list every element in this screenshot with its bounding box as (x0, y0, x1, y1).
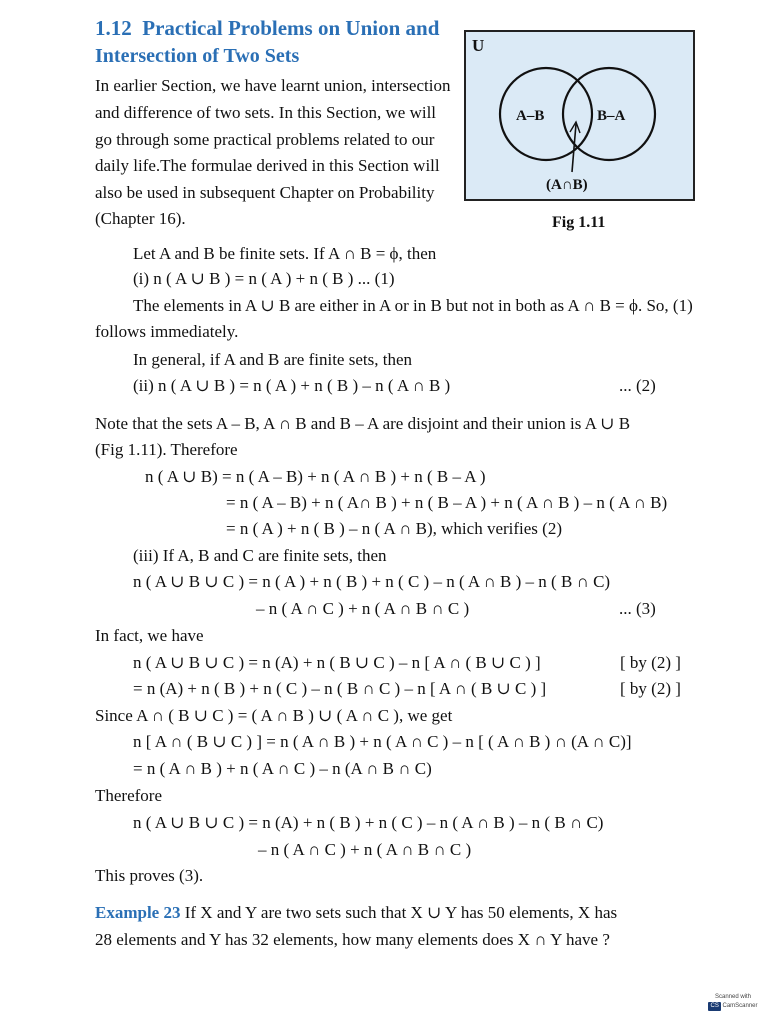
formula-2: (ii) n ( A ∪ B ) = n ( A ) + n ( B ) – n ( A ∩ B ) (133, 376, 451, 395)
intro-line: daily life.The formulae derived in this Section will (95, 156, 440, 175)
derivation-line: = n (A) + n ( B ) + n ( C ) – n ( B ∩ C ) – n [ A ∩ ( B ∪ C ) ] (133, 679, 547, 698)
body-line: In fact, we have (95, 626, 204, 645)
body-line: Since A ∩ ( B ∪ C ) = ( A ∩ B ) ∪ ( A ∩ C ), we get (95, 706, 453, 725)
body-line: Note that the sets A – B, A ∩ B and B – A are disjoint and their union is A ∪ B (95, 414, 631, 433)
camscanner-text: CamScanner (722, 1003, 758, 1009)
body-line: (Fig 1.11). Therefore (95, 440, 238, 459)
formula-3-cont: – n ( A ∩ C ) + n ( A ∩ B ∩ C ) (256, 599, 470, 618)
intro-line: go through some practical problems related to our (95, 130, 435, 149)
body-line: In general, if A and B are finite sets, then (133, 350, 412, 369)
section-heading-line2: Intersection of Two Sets (95, 45, 300, 67)
derivation-line: = n ( A – B) + n ( A∩ B ) + n ( B – A ) + n ( A ∩ B ) – n ( A ∩ B) (226, 493, 668, 512)
formula-1: (i) n ( A ∪ B ) = n ( A ) + n ( B ) ... (1) (133, 269, 395, 288)
figure-caption: Fig 1.11 (552, 214, 606, 231)
camscanner-logo-icon: CS (710, 1003, 719, 1009)
example-line1 (95, 903, 617, 923)
a-minus-b-label: A–B (516, 108, 545, 124)
section-heading-line1 (95, 16, 439, 41)
body-line: The elements in A ∪ B are either in A or in B but not in both as A ∩ B = ϕ. So, (1) (133, 296, 693, 315)
derivation-line: – n ( A ∩ C ) + n ( A ∩ B ∩ C ) (258, 840, 472, 859)
venn-svg (466, 32, 693, 199)
section-number: 1.12 (95, 16, 132, 40)
venn-diagram (464, 30, 695, 201)
derivation-line: = n ( A ∩ B ) + n ( A ∩ C ) – n (A ∩ B ∩ C) (133, 759, 432, 778)
intro-line: In earlier Section, we have learnt union, intersection (95, 76, 451, 95)
derivation-line: n ( A ∪ B ∪ C ) = n (A) + n ( B ) + n ( C ) – n ( A ∩ B ) – n ( B ∩ C) (133, 813, 604, 832)
intro-line: also be used in subsequent Chapter on Probability (95, 183, 435, 202)
derivation-line: = n ( A ) + n ( B ) – n ( A ∩ B), which verifies (2) (226, 519, 562, 538)
derivation-line: n [ A ∩ ( B ∪ C ) ] = n ( A ∩ B ) + n ( A ∩ C ) – n [ ( A ∩ B ) ∩ (A ∩ C)] (133, 732, 632, 751)
intersection-label: (A∩B) (546, 177, 588, 193)
body-line: (iii) If A, B and C are finite sets, then (133, 546, 387, 565)
equation-tag: ... (2) (619, 376, 656, 395)
universal-set-label: U (472, 36, 485, 55)
section-title: Practical Problems on Union and (142, 16, 440, 40)
example-line2: 28 elements and Y has 32 elements, how many elements does X ∩ Y have ? (95, 930, 610, 949)
example-label: Example 23 (95, 903, 181, 922)
set-a-circle (500, 68, 592, 160)
body-line: Therefore (95, 786, 163, 805)
b-minus-a-label: B–A (597, 108, 626, 124)
derivation-line: n ( A ∪ B) = n ( A – B) + n ( A ∩ B ) + n ( B – A ) (145, 467, 486, 486)
reference-tag: [ by (2) ] (620, 679, 681, 698)
reference-tag: [ by (2) ] (620, 653, 681, 672)
derivation-line: n ( A ∪ B ∪ C ) = n (A) + n ( B ∪ C ) – n [ A ∩ ( B ∪ C ) ] (133, 653, 541, 672)
camscanner-watermark (704, 993, 762, 1017)
body-line: This proves (3). (95, 866, 204, 885)
body-line: follows immediately. (95, 322, 239, 341)
intro-line: (Chapter 16). (95, 209, 186, 228)
equation-tag: ... (3) (619, 599, 656, 618)
example-text: If X and Y are two sets such that X ∪ Y has 50 elements, X has (184, 903, 618, 922)
intro-line: and difference of two sets. In this Section, we will (95, 103, 437, 122)
body-line: Let A and B be finite sets. If A ∩ B = ϕ, then (133, 244, 437, 263)
scanned-with-text: Scanned with (714, 994, 752, 1000)
formula-3: n ( A ∪ B ∪ C ) = n ( A ) + n ( B ) + n ( C ) – n ( A ∩ B ) – n ( B ∩ C) (133, 572, 611, 591)
